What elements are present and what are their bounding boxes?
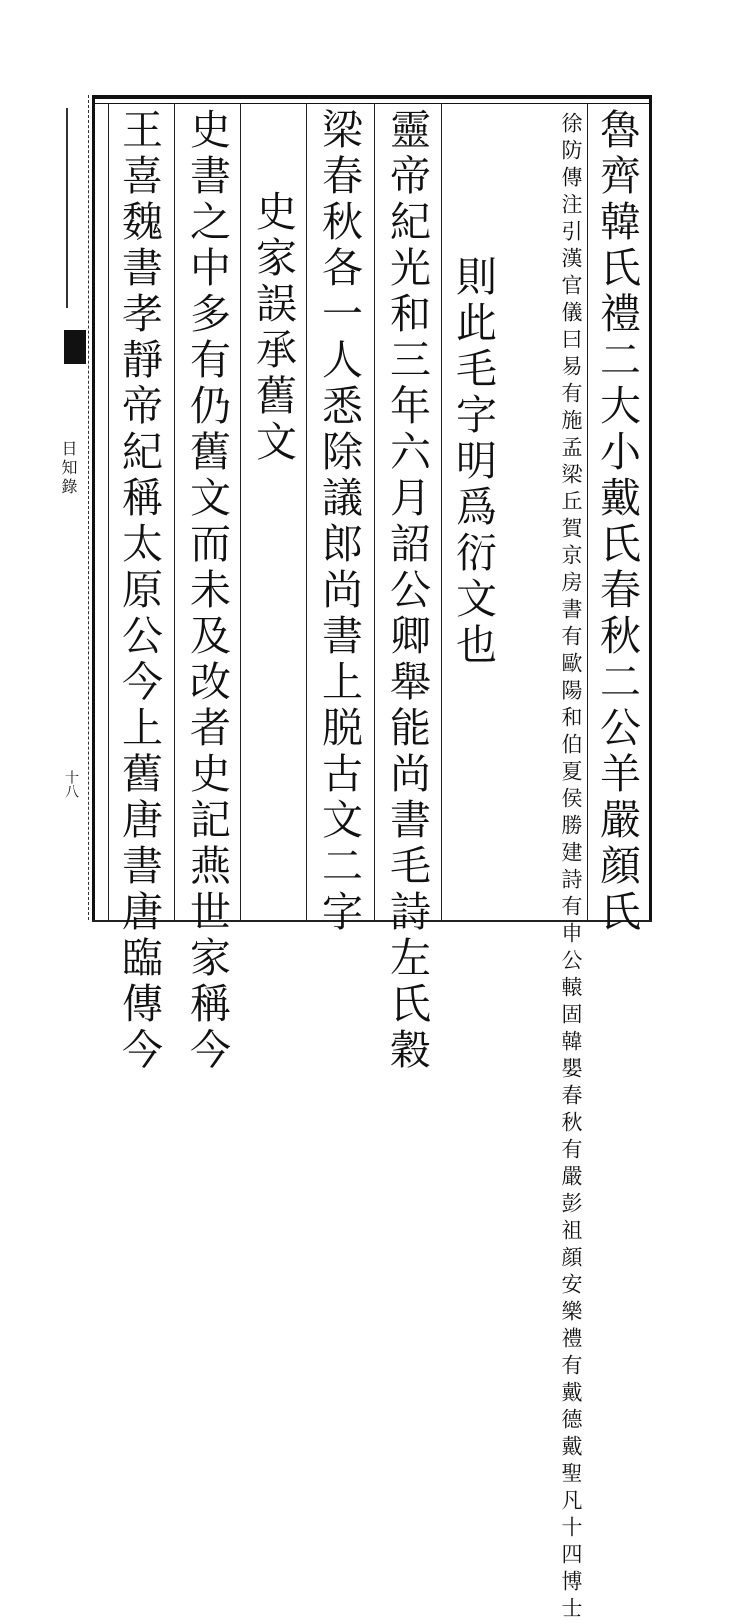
fish-tail-mark	[64, 330, 86, 364]
text-column: 則此毛字明爲衍文也	[449, 255, 497, 669]
column-divider	[441, 103, 442, 920]
column-divider	[374, 103, 375, 920]
text-column: 梁春秋各一人悉除議郎尚書上脱古文二字	[315, 108, 363, 936]
top-inner-rule	[92, 103, 652, 104]
right-border-rule	[649, 95, 652, 920]
text-column: 史書之中多有仍舊文而未及改者史記燕世家稱今	[183, 108, 231, 1074]
column-divider	[174, 103, 175, 920]
annotation-column	[560, 112, 581, 1624]
column-divider	[108, 103, 109, 920]
fold-line	[88, 95, 89, 920]
left-border-rule	[92, 95, 95, 920]
margin-book-title: 日知錄	[59, 440, 78, 497]
top-border-rule	[92, 95, 652, 99]
column-divider	[587, 103, 588, 920]
fold-margin-mark	[66, 108, 86, 308]
section-heading: 史家誤承舊文	[249, 190, 297, 466]
column-divider	[306, 103, 307, 920]
margin-page-number: 十八	[63, 770, 79, 798]
column-divider	[240, 103, 241, 920]
text-column: 靈帝紀光和三年六月詔公卿舉能尚書毛詩左氏穀	[383, 108, 431, 1074]
annotation-text: 徐防傳注引漢官儀曰易有施孟梁丘賀京房書有歐陽和伯夏侯勝建詩有申公轅固韓嬰春秋有嚴彭祖顔安樂禮有戴德戴聖凡十四博士	[559, 112, 583, 1624]
text-column: 王喜魏書孝靜帝紀稱太原公今上舊唐書唐臨傳今	[115, 108, 163, 1074]
text-column: 魯齊韓氏禮二大小戴氏春秋二公羊嚴顔氏	[593, 108, 641, 936]
